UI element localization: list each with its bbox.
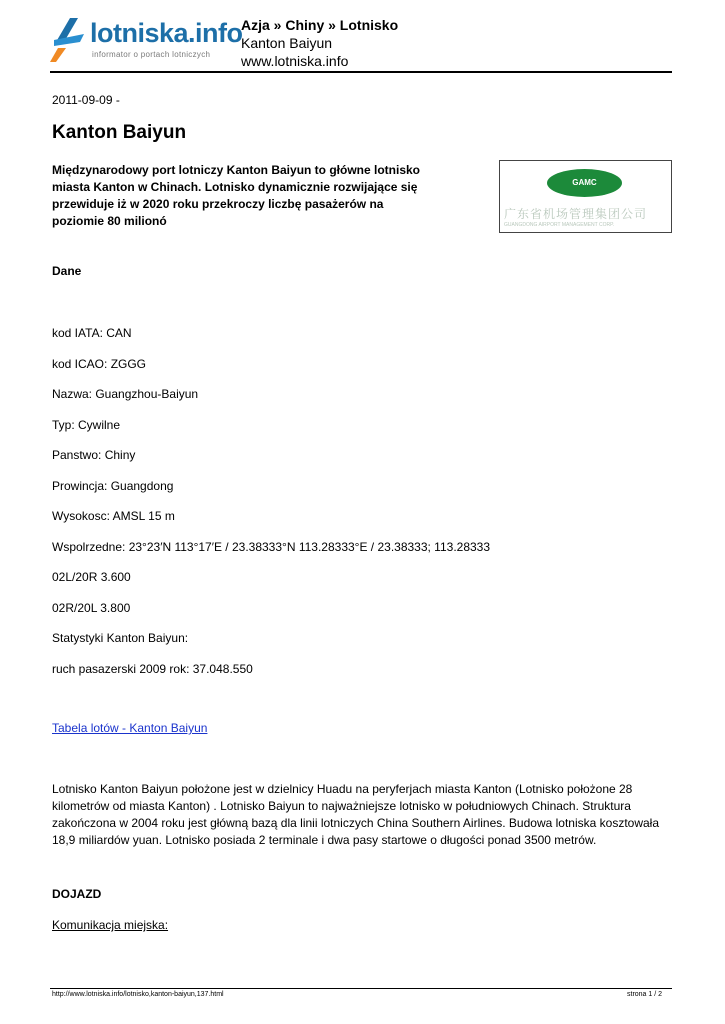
field-iata: kod IATA: CAN — [52, 326, 132, 340]
field-province: Prowincja: Guangdong — [52, 478, 174, 493]
field-name: Nazwa: Guangzhou-Baiyun — [52, 387, 199, 401]
footer-divider — [50, 988, 672, 989]
header-title: Kanton Baiyun — [241, 35, 333, 51]
intro-text: Międzynarodowy port lotniczy Kanton Baiyun to główne lotnisko miasta Kanton w Chinach. Lotnisko dynamicznie rozwijające się przewiduje iż w 2020 roku przekroczy liczbę pasażerów na poziomie 80 milionó — [52, 163, 421, 228]
gamc-badge-text: GAMC — [572, 178, 597, 187]
field-country: Panstwo: Chiny — [52, 448, 136, 462]
subheading-komunikacja: Komunikacja miejska: — [52, 918, 169, 932]
field-stats-heading: Statystyki Kanton Baiyun: — [52, 631, 189, 645]
section-heading-dane: Dane — [52, 264, 82, 278]
footer-url: http://www.lotniska.info/lotnisko,kanton-baiyun,137.html — [52, 991, 224, 998]
gamc-english-name: GUANGDONG AIRPORT MANAGEMENT CORP. — [504, 222, 615, 228]
header-site: www.lotniska.info — [241, 53, 349, 69]
field-passenger-traffic: ruch pasazerski 2009 rok: 37.048.550 — [52, 661, 253, 676]
site-logo[interactable] — [50, 16, 243, 66]
breadcrumb: Azja » Chiny » Lotnisko — [241, 17, 399, 33]
field-icao: kod ICAO: ZGGG — [52, 356, 147, 371]
publish-date: 2011-09-09 - — [52, 93, 120, 107]
airport-logo-image — [499, 160, 672, 233]
header-divider — [50, 71, 672, 73]
plane-logo-icon — [50, 16, 86, 64]
logo-tagline: informator o portach lotniczych — [92, 50, 211, 59]
page-title: Kanton Baiyun — [52, 122, 187, 143]
field-coordinates: Wspolrzedne: 23°23′N 113°17′E / 23.38333°N 113.28333°E / 23.38333; 113.28333 — [52, 539, 491, 554]
field-runway-2: 02R/20L 3.800 — [52, 600, 131, 615]
field-type: Typ: Cywilne — [52, 417, 121, 432]
section-heading-dojazd: DOJAZD — [52, 887, 102, 901]
logo-wordmark: lotniska.info — [90, 18, 243, 48]
field-runway-1: 02L/20R 3.600 — [52, 570, 131, 584]
flight-table-link[interactable]: Tabela lotów - Kanton Baiyun — [52, 721, 208, 735]
field-elevation: Wysokosc: AMSL 15 m — [52, 509, 175, 523]
airport-data-list — [52, 326, 490, 692]
gamc-badge — [547, 169, 622, 197]
description-paragraph: Lotnisko Kanton Baiyun położone jest w dzielnicy Huadu na peryferjach miasta Kanton (Lotnisko położone 28 kilometrów od miasta Kanton) . Lotnisko Baiyun to najważniejsze lotnisko w południowych Chinach. Struktura zakończona w 2004 roku jest główną bazą dla linii lotniczych China Southern Airlines. Budowa lotniska kosztowała 18,9 miliardów yuan. Lotnisko posiada 2 terminale i dwa pasy startowe o długości ponad 3500 metrów. — [52, 782, 660, 847]
page-header — [241, 16, 398, 70]
gamc-chinese-name: 广东省机场管理集团公司 — [504, 207, 648, 221]
footer-page-number: strona 1 / 2 — [627, 991, 663, 998]
